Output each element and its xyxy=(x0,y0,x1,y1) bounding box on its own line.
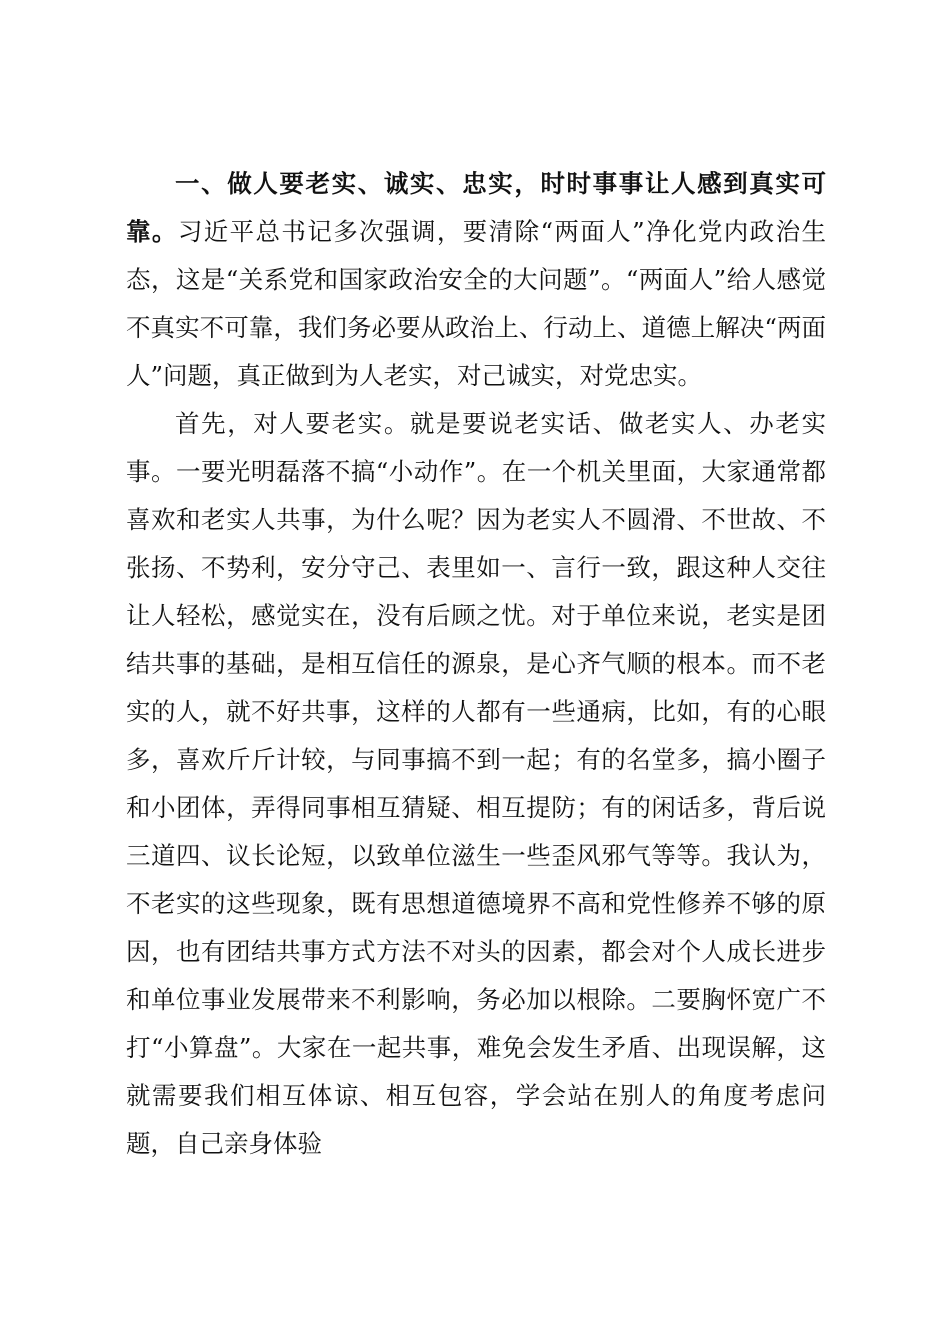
document-body xyxy=(126,160,826,1168)
section-heading: 一、做人要老实、诚实、忠实，时时事事让人感到真实可靠。 xyxy=(126,169,826,246)
paragraph-1-text: 习近平总书记多次强调，要清除“两面人”净化党内政治生态，这是“关系党和国家政治安全的大问题”。“两面人”给人感觉不真实不可靠，我们务必要从政治上、行动上、道德上解决“两面人”问题，真正做到为人老实，对己诚实，对党忠实。 xyxy=(126,217,826,390)
paragraph-2: 首先，对人要老实。就是要说老实话、做老实人、办老实事。一要光明磊落不搞“小动作”。在一个机关里面，大家通常都喜欢和老实人共事，为什么呢？因为老实人不圆滑、不世故、不张扬、不势利，安分守己、表里如一、言行一致，跟这种人交往让人轻松，感觉实在，没有后顾之忧。对于单位来说，老实是团结共事的基础，是相互信任的源泉，是心齐气顺的根本。而不老实的人，就不好共事，这样的人都有一些通病，比如，有的心眼多，喜欢斤斤计较，与同事搞不到一起；有的名堂多，搞小圈子和小团体，弄得同事相互猜疑、相互提防；有的闲话多，背后说三道四、议长论短，以致单位滋生一些歪风邪气等等。我认为，不老实的这些现象，既有思想道德境界不高和党性修养不够的原因，也有团结共事方式方法不对头的因素，都会对个人成长进步和单位事业发展带来不利影响，务必加以根除。二要胸怀宽广不打“小算盘”。大家在一起共事，难免会发生矛盾、出现误解，这就需要我们相互体谅、相互包容，学会站在别人的角度考虑问题，自己亲身体验 xyxy=(126,409,826,1158)
paragraph-1 xyxy=(126,160,826,400)
